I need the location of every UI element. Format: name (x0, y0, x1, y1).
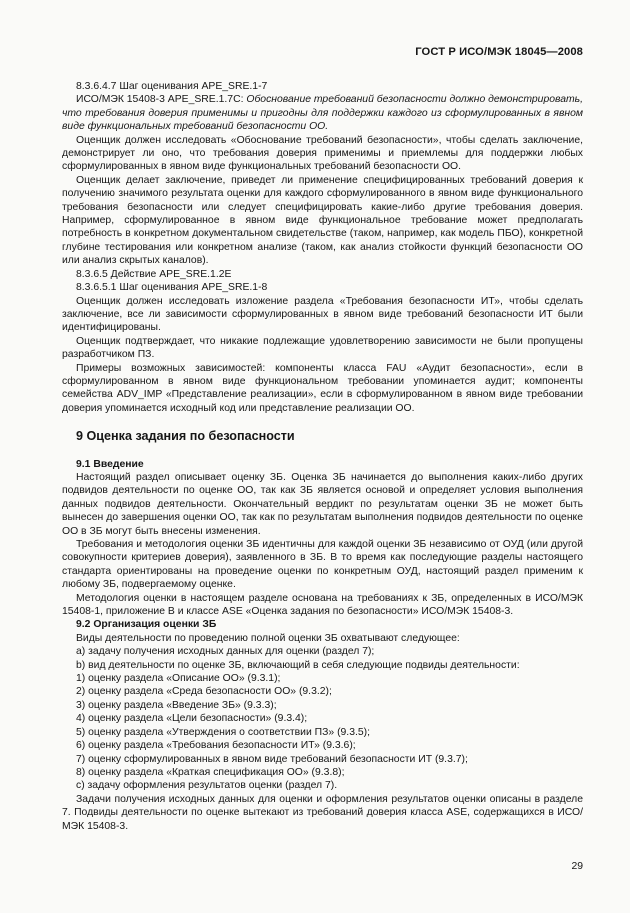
list-item: 3) оценку раздела «Введение ЗБ» (9.3.3); (76, 699, 277, 711)
list-item: 4) оценку раздела «Цели безопасности» (9.3.4); (76, 713, 308, 725)
list-item: 7) оценку сформулированных в явном виде требований безопасности ИТ (9.3.7); (76, 753, 468, 765)
paragraph: Задачи получения исходных данных для оценки и оформления результатов оценки описаны в разделе 7. Подвиды деятельности по оценке вытекают из требований доверия класса ASE, содержащихся в ИСО/МЭК 15408-3. (62, 793, 583, 832)
list-item: 1) оценку раздела «Описание ОО» (9.3.1); (76, 673, 281, 685)
paragraph: Оценщик подтверждает, что никакие подлежащие удовлетворению зависимости не были пропущены разработчиком ПЗ. (62, 335, 583, 361)
document-body (62, 80, 583, 833)
document-header: ГОСТ Р ИСО/МЭК 18045—2008 (415, 46, 583, 58)
subsection-heading: 9.2 Организация оценки ЗБ (76, 619, 217, 631)
paragraph: Методология оценки в настоящем разделе основана на требованиях к ЗБ, определенных в ИСО/МЭК 15408-1, приложение В и классе ASE «Оценка задания по безопасности» ИСО/МЭК 15408-3. (62, 592, 583, 618)
paragraph: Настоящий раздел описывает оценку ЗБ. Оценка ЗБ начинается до выполнения каких-либо других подвидов деятельности по оценке ОО, так как ЗБ является основой и определяет условия выполнения данных подвидов деятельности. Окончательный вердикт по результатам оценки ЗБ не может быть вынесен до завершения оценки ОО, так как по результатам выполнения подвидов деятельности по оценке ОО в ЗБ могут быть внесены изменения. (62, 471, 583, 537)
list-item: c) задачу оформления результатов оценки (раздел 7). (76, 780, 338, 792)
requirement-quote (62, 93, 583, 133)
step-heading-sre1-8: 8.3.6.5.1 Шаг оценивания APE_SRE.1-8 (76, 282, 268, 294)
list-item: a) задачу получения исходных данных для оценки (раздел 7); (76, 646, 375, 658)
page-number: 29 (571, 861, 583, 872)
paragraph: Оценщик должен исследовать «Обоснование требований безопасности», чтобы сделать заключение, демонстрирует ли оно, что требования доверия применимы и приемлемы для поддержки любых сформулированных в явном виде функциональных требований безопасности ОО. (62, 134, 583, 173)
section-heading: 9 Оценка задания по безопасности (76, 429, 295, 444)
list-item: 8) оценку раздела «Краткая спецификация ОО» (9.3.8); (76, 766, 345, 778)
list-item: b) вид деятельности по оценке ЗБ, включающий в себя следующие подвиды деятельности: (76, 659, 520, 671)
subsection-heading: 9.1 Введение (76, 458, 144, 470)
step-heading-sre1-7: 8.3.6.4.7 Шаг оценивания APE_SRE.1-7 (76, 81, 268, 92)
paragraph: Примеры возможных зависимостей: компоненты класса FAU «Аудит безопасности», если в сформулированном в явном виде функциональном требовании упоминается аудит; компоненты семейства ADV_IMP «Представление реализации», если в сформулированном в явном виде требовании доверия упоминается исходный код или представление реализации ОО. (62, 362, 583, 414)
list-item: 6) оценку раздела «Требования безопасности ИТ» (9.3.6); (76, 740, 356, 752)
requirement-ref: ИСО/МЭК 15408-3 APE_SRE.1.7C: (76, 94, 247, 106)
action-heading-sre1-2e: 8.3.6.5 Действие APE_SRE.1.2E (76, 268, 232, 280)
list-item: 5) оценку раздела «Утверждения о соответствии ПЗ» (9.3.5); (76, 726, 370, 738)
list-item: 2) оценку раздела «Среда безопасности ОО» (9.3.2); (76, 686, 332, 698)
paragraph: Оценщик должен исследовать изложение раздела «Требования безопасности ИТ», чтобы сделать заключение, все ли зависимости сформулированных в явном виде требований безопасности ИТ были идентифицированы. (62, 295, 583, 334)
requirement-text: Обоснование требований безопасности должно демонстрировать, что требования доверия применимы и пригодны для поддержки каждого из сформулированных в явном виде функциональных требований безопасности ОО. (62, 94, 584, 133)
paragraph: Оценщик делает заключение, приведет ли применение специфицированных требований доверия к получению значимого результата оценки для каждого сформулированного в явном виде функционального требования безопасности или следует специфицировать какие-либо другие требования доверия. Например, сформулированное в явном виде функциональное требование может предполагать потребность в конкретном документальном свидетельстве (таком, например, как модель ПБО), конкретной глубине тестирования или конкретном анализе (таком, как анализ стойкости функций безопасности ОО или анализ скрытых каналов). (62, 174, 583, 267)
paragraph: Виды деятельности по проведению полной оценки ЗБ охватывают следующее: (76, 632, 460, 644)
paragraph: Требования и методология оценки ЗБ идентичны для каждой оценки ЗБ независимо от ОУД (или другой совокупности критериев доверия), заявленного в ЗБ. В то время как последующие разделы настоящего стандарта ориентированы на проведение оценки по конкретным ОУД, настоящий раздел применим к любому ЗБ, подвергаемому оценке. (62, 539, 583, 591)
